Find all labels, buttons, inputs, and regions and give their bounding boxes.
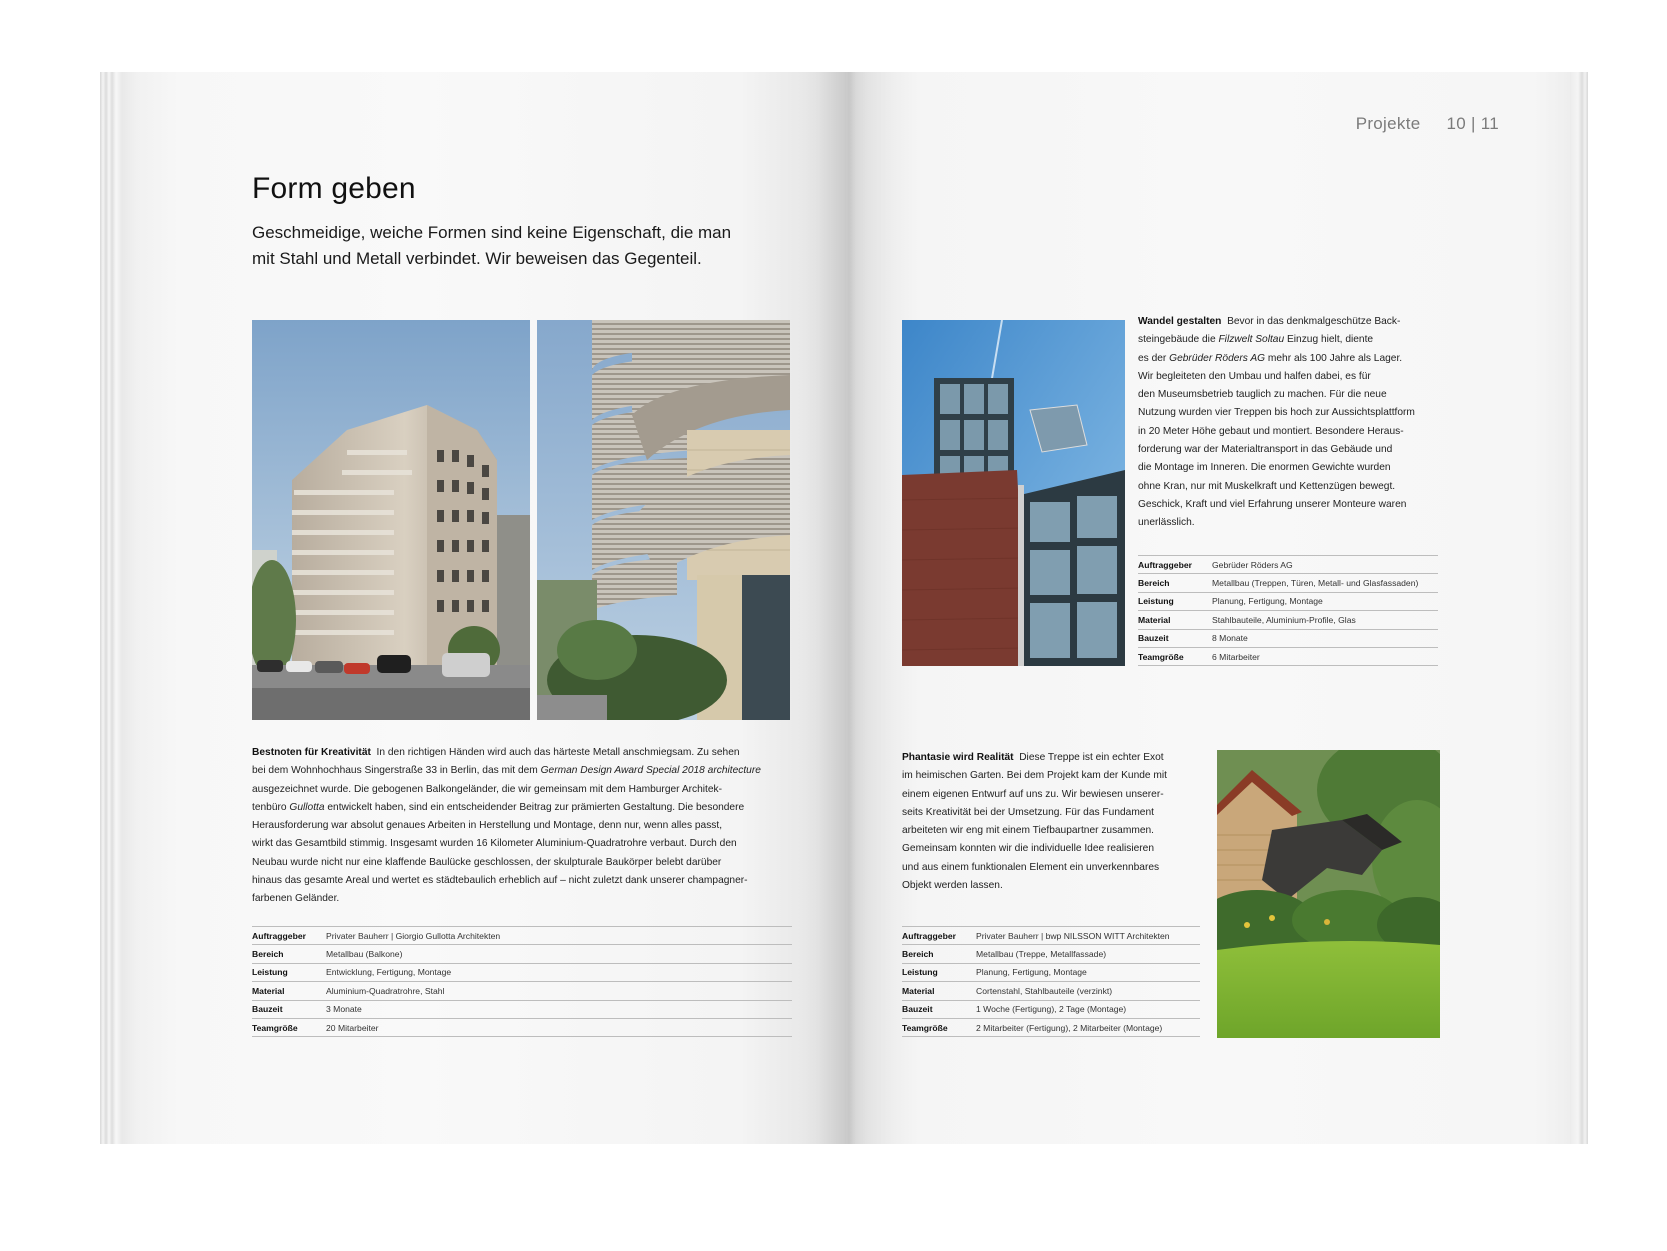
- project-text-3: Phantasie wird Realität Diese Treppe ist ein echter Exot im heimischen Garten. Bei dem Projekt kam der Kunde mit einem eigenen Entwurf auf uns zu. Wir bewiesen unserer- seits Kreativität bei der Umsetzung. Für das Fundament arbeiteten wir eng mit einem Tiefbaupartner zusammen. Gemeinsam konnten wir die individuelle Idee realisieren und aus einem funktionalen Element ein unverkennbares Objekt werden lassen.: [902, 752, 1167, 892]
- table-row: Bereich Metallbau (Treppen, Türen, Metall- und Glasfassaden): [1138, 574, 1438, 592]
- table-row: Bereich Metallbau (Treppe, Metallfassade): [902, 945, 1200, 963]
- page-stack-left: [100, 72, 140, 1144]
- table-row: Bauzeit 1 Woche (Fertigung), 2 Tage (Montage): [902, 1000, 1200, 1018]
- photo-curved-balconies: [537, 320, 790, 720]
- project-heading: Bestnoten für Kreativität: [252, 747, 371, 758]
- table-row: Teamgröße 6 Mitarbeiter: [1138, 647, 1438, 665]
- page-title: Form geben: [252, 172, 416, 205]
- table-row: Teamgröße 2 Mitarbeiter (Fertigung), 2 Mitarbeiter (Montage): [902, 1018, 1200, 1036]
- table-row: Leistung Planung, Fertigung, Montage: [1138, 592, 1438, 610]
- section-label: Projekte: [1355, 114, 1421, 133]
- table-row: Bauzeit 3 Monate: [252, 1000, 792, 1018]
- project-text-2: Wandel gestalten Bevor in das denkmalgeschütze Back- steingebäude die Filzwelt Soltau Einzug hielt, diente es der Gebrüder Röders AG mehr als 100 Jahre als Lager. Wir begleiteten den Umbau und halfen dabei, es für den Museumsbetrieb tauglich zu machen. Für die neue Nutzung wurden vier Treppen bis hoch zur Aussichtsplattform in 20 Meter Höhe gebaut und montiert. Besondere Heraus- forderung war der Materialtransport in das Gebäude und die Montage im Inneren. Die enormen Gewichte wurden ohne Kran, nur mit Muskelkraft und Kettenzügen bewegt. Geschick, Kraft und viel Erfahrung unserer Monteure waren unerlässlich.: [1138, 316, 1415, 529]
- table-row: Auftraggeber Privater Bauherr | Giorgio Gullotta Architekten: [252, 927, 792, 945]
- table-row: Bauzeit 8 Monate: [1138, 629, 1438, 647]
- facts-table-3: [902, 926, 1200, 1037]
- table-row: Material Stahlbauteile, Aluminium-Profile, Glas: [1138, 611, 1438, 629]
- page-numbers: 10 | 11: [1446, 114, 1499, 133]
- project-heading: Wandel gestalten: [1138, 316, 1222, 327]
- table-row: Auftraggeber Gebrüder Röders AG: [1138, 556, 1438, 574]
- photo-garden-staircase: [1217, 750, 1440, 1038]
- running-header: [1356, 114, 1499, 134]
- table-row: Material Aluminium-Quadratrohre, Stahl: [252, 982, 792, 1000]
- lead-paragraph: Geschmeidige, weiche Formen sind keine Eigenschaft, die man mit Stahl und Metall verbindet. Wir beweisen das Gegenteil.: [252, 223, 732, 268]
- photo-glass-staircase-tower: [902, 320, 1125, 666]
- table-row: Material Cortenstahl, Stahlbauteile (verzinkt): [902, 982, 1200, 1000]
- table-row: Leistung Planung, Fertigung, Montage: [902, 963, 1200, 981]
- project-text-1: Bestnoten für Kreativität In den richtigen Händen wird auch das härteste Metall anschmiegsam. Zu sehen bei dem Wohnhochhaus Singerstraße 33 in Berlin, das mit dem German Design Award Special 2018 architecture ausgezeichnet wurde. Die gebogenen Balkongeländer, die wir gemeinsam mit dem Hamburger Architek- tenbüro Gullotta entwickelt haben, sind ein entscheidender Beitrag zur prämierten Gestaltung. Die besondere Herausforderung war absolut genaues Arbeiten in Herstellung und Montage, denn nur, wenn alles passt, wirkt das Gesamtbild stimmig. Insgesamt wurden 16 Kilometer Aluminium-Quadratrohre verbaut. Durch den Neubau wurde nicht nur eine klaffende Baulücke geschlossen, der skulpturale Baukörper belebt darüber hinaus das gesamte Areal und wertet es städtebaulich erheblich auf – nicht zuletzt dank unserer champagner- farbenen Geländer.: [252, 747, 761, 905]
- table-row: Leistung Entwicklung, Fertigung, Montage: [252, 963, 792, 981]
- page-stack-right: [1570, 72, 1588, 1144]
- facts-table-1: [252, 926, 792, 1037]
- gutter-shadow: [804, 72, 894, 1144]
- table-row: Bereich Metallbau (Balkone): [252, 945, 792, 963]
- photo-apartment-tower: [252, 320, 530, 720]
- facts-table-2: [1138, 555, 1438, 666]
- table-row: Teamgröße 20 Mitarbeiter: [252, 1018, 792, 1036]
- project-heading: Phantasie wird Realität: [902, 752, 1014, 763]
- table-row: Auftraggeber Privater Bauherr | bwp NILSSON WITT Architekten: [902, 927, 1200, 945]
